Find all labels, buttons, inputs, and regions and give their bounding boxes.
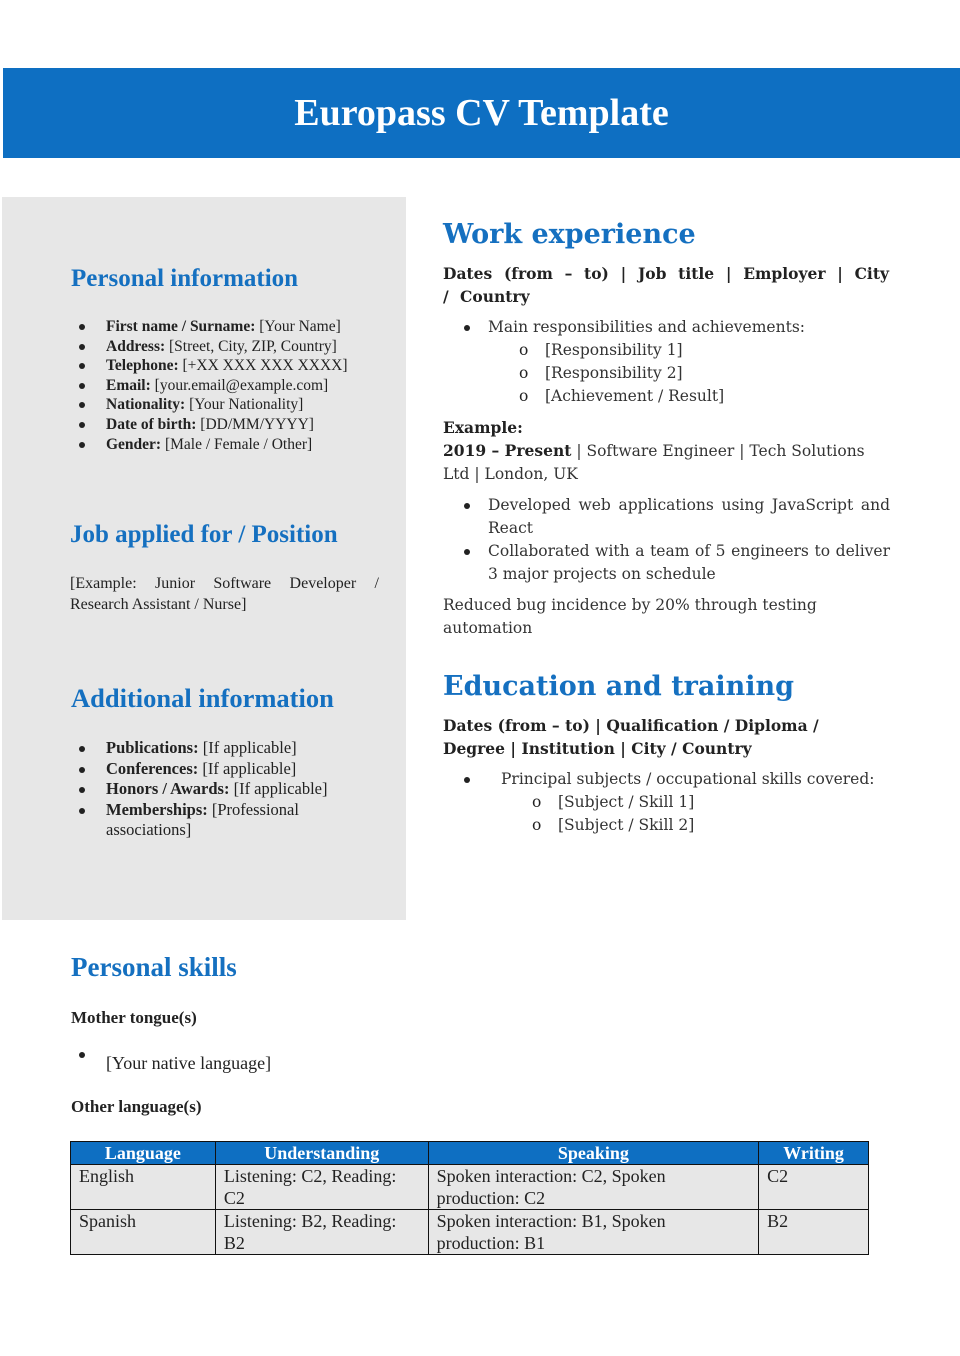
personal-information-section: [71, 265, 391, 293]
work-format-line: Dates (from – to) | Job title | Employer | City / Country: [443, 264, 889, 306]
job-applied-text: [Example: Junior Software Developer / Research Assistant / Nurse]: [70, 575, 379, 613]
job-applied-heading: Job applied for / Position: [70, 521, 338, 548]
list-item: Collaborated with a team of 5 engineers to deliver 3 major projects on schedule: [443, 540, 890, 586]
work-experience-heading: Work experience: [443, 219, 696, 250]
item-label: Address:: [106, 337, 166, 355]
mother-tongue-list: [71, 1052, 471, 1074]
education-heading: Education and training: [443, 671, 795, 702]
table-cell: Listening: C2, Reading: C2: [215, 1165, 428, 1210]
list-item: o [Subject / Skill 2]: [456, 814, 896, 837]
item-value: [If applicable]: [202, 758, 297, 778]
item-value: [Professional associations]: [106, 799, 299, 839]
list-item: [71, 800, 361, 841]
item-label: Memberships:: [106, 799, 208, 819]
table-cell: Spoken interaction: C2, Spoken production: C2: [428, 1165, 758, 1210]
education-section: [443, 671, 903, 702]
item-value: [your.email@example.com]: [154, 376, 329, 394]
work-example-label: [443, 416, 893, 440]
mother-tongue-label: Mother tongue(s): [71, 1008, 197, 1027]
item-label: Email:: [106, 376, 151, 394]
table-cell: Spanish: [71, 1210, 216, 1255]
list-item: [71, 376, 391, 396]
work-example-list: [443, 494, 890, 586]
example-label: Example:: [443, 418, 523, 437]
column-header: Speaking: [428, 1142, 758, 1165]
work-sub-list: [443, 339, 893, 408]
column-header: Language: [71, 1142, 216, 1165]
personal-skills-heading: Personal skills: [71, 952, 237, 982]
work-main-list: [443, 316, 893, 339]
list-item: [71, 356, 391, 376]
item-value: [Male / Female / Other]: [164, 435, 313, 453]
example-dates: 2019 – Present: [443, 441, 572, 460]
education-sub-list: [456, 791, 896, 837]
additional-information-section: [71, 683, 391, 714]
example-details: | Software Engineer | Tech Solutions Ltd | London, UK: [443, 442, 865, 483]
item-value: [Street, City, ZIP, Country]: [169, 337, 337, 355]
job-applied-section: [70, 521, 390, 549]
list-item: [71, 415, 391, 435]
column-header: Writing: [759, 1142, 869, 1165]
table-cell: C2: [759, 1165, 869, 1210]
page-title: Europass CV Template: [294, 92, 669, 134]
other-languages-label: Other language(s): [71, 1097, 202, 1116]
list-item: o [Subject / Skill 1]: [456, 791, 896, 814]
list-item: Developed web applications using JavaScript and React: [443, 494, 890, 540]
item-value: [DD/MM/YYYY]: [200, 415, 314, 433]
table-cell: Listening: B2, Reading: B2: [215, 1210, 428, 1255]
personal-information-heading: Personal information: [71, 265, 299, 292]
work-example-entry: [443, 439, 893, 486]
table-cell: Spoken interaction: B1, Spoken production: B1: [428, 1210, 758, 1255]
item-value: [If applicable]: [202, 738, 297, 757]
table-header-row: [71, 1142, 869, 1165]
item-label: Telephone:: [106, 357, 179, 375]
list-item: [71, 395, 391, 415]
personal-information-list: [71, 317, 391, 454]
table-cell: B2: [759, 1210, 869, 1255]
item-label: Gender:: [106, 435, 162, 453]
item-label: Publications:: [106, 738, 199, 757]
list-item: [71, 779, 361, 800]
item-value: [Your Nationality]: [189, 396, 304, 414]
list-item: [71, 317, 391, 337]
list-item: [Your native language]: [71, 1052, 471, 1074]
additional-information-list: [71, 738, 361, 841]
list-item: o [Responsibility 2]: [443, 362, 893, 385]
item-value: [Your Name]: [259, 318, 341, 335]
item-label: Conferences:: [106, 758, 199, 778]
item-label: Nationality:: [106, 396, 186, 414]
column-header: Understanding: [215, 1142, 428, 1165]
table-cell: English: [71, 1165, 216, 1210]
education-main-list: [443, 768, 893, 791]
list-item: o [Achievement / Result]: [443, 385, 893, 408]
list-item: [71, 435, 391, 455]
item-label: Date of birth:: [106, 415, 197, 433]
item-value: [+XX XXX XXX XXXX]: [182, 357, 348, 375]
list-item: [71, 738, 361, 759]
list-item: Main responsibilities and achievements:: [443, 316, 893, 339]
list-item: [71, 337, 391, 357]
additional-information-heading: Additional information: [71, 683, 334, 713]
list-item: Principal subjects / occupational skills covered:: [443, 768, 893, 791]
item-label: Honors / Awards:: [106, 779, 230, 798]
education-format-line: Dates (from – to) | Qualification / Diploma / Degree | Institution | City / Country: [443, 716, 819, 758]
work-experience-section: [443, 219, 903, 250]
item-label: First name / Surname:: [106, 318, 256, 335]
list-item: [71, 759, 361, 780]
item-value: [If applicable]: [233, 779, 328, 798]
list-item: o [Responsibility 1]: [443, 339, 893, 362]
languages-table: [70, 1141, 869, 1255]
personal-skills-section: [71, 952, 471, 983]
title-banner: [3, 68, 960, 158]
work-example-note: Reduced bug incidence by 20% through testing automation: [443, 596, 817, 637]
table-row: [71, 1210, 869, 1255]
table-row: [71, 1165, 869, 1210]
